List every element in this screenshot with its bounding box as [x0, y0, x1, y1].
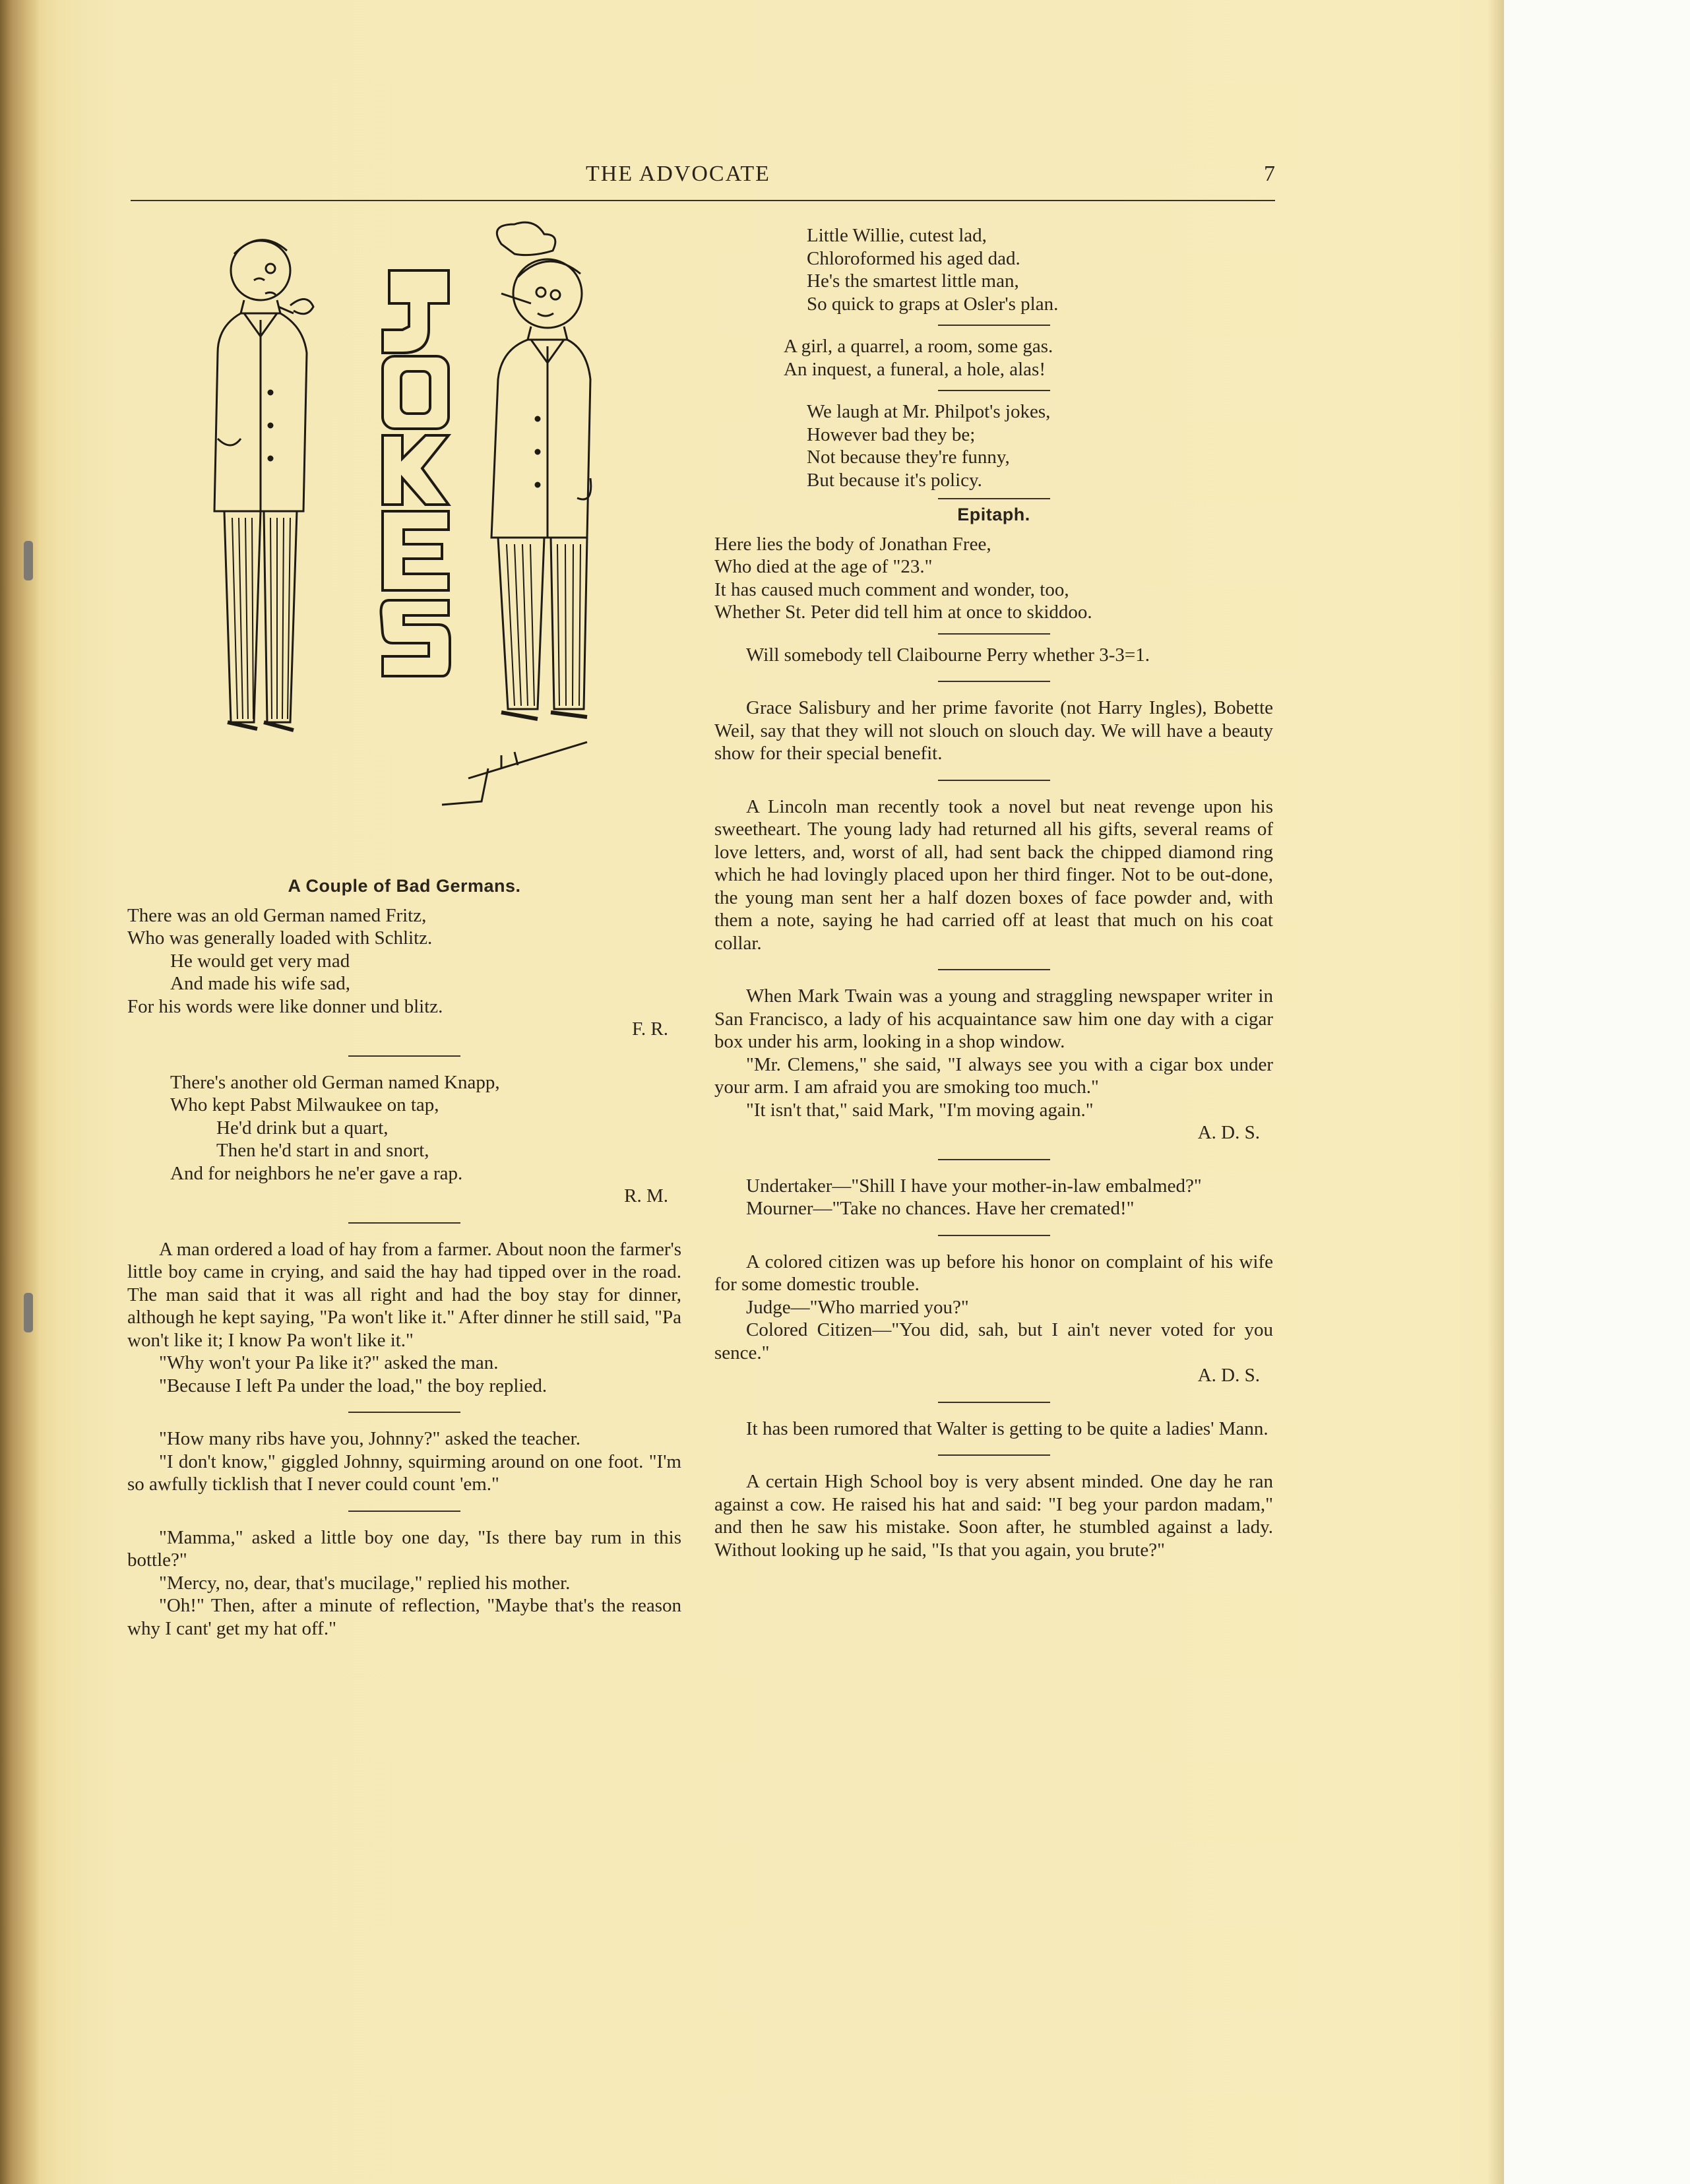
paragraph: Judge—"Who married you?" — [746, 1296, 969, 1318]
absent-minded-joke: A certain High School boy is very absent minded. One day he ran against a cow. He raised his hat and said: "I beg your pardon madam," and then he saw his mistake. Soon after, he stumbled against a lady. Without looking up he said, "Is that you again, you brute?" — [714, 1471, 1273, 1561]
separator-rule — [348, 1511, 460, 1512]
verse-line: Little Willie, cutest lad, — [807, 225, 987, 246]
ribs-joke — [127, 1427, 681, 1496]
right-man-figure — [491, 222, 591, 719]
separator-rule — [938, 325, 1050, 326]
colored-citizen-joke — [714, 1251, 1273, 1387]
willie-verse — [714, 224, 1273, 315]
scan-background — [1504, 0, 1690, 2184]
paragraph: "Oh!" Then, after a minute of reflection, "Maybe that's the reason why I cant' get my hat off." — [127, 1595, 681, 1639]
paragraph: "It isn't that," said Mark, "I'm moving again." — [746, 1099, 1094, 1121]
verse-line: Who died at the age of "23." — [714, 556, 933, 577]
lincoln-joke: A Lincoln man recently took a novel but neat revenge upon his sweetheart. The young lady had returned all his gifts, several reams of love letters, and, worst of all, had sent back the chipped diamond ring which he had lovingly placed upon her third finger. Not to be out-done, the young man sent her a half dozen boxes of face powder and, with them a note, saying he had carried off at least that much on his coat collar. — [714, 796, 1273, 954]
separator-rule — [348, 1222, 460, 1224]
verse-line: Who was generally loaded with Schlitz. — [127, 927, 433, 949]
verse-line: We laugh at Mr. Philpot's jokes, — [807, 401, 1051, 422]
separator-rule — [938, 780, 1050, 781]
verse-line: He's the smartest little man, — [807, 270, 1019, 292]
knapp-limerick — [127, 1071, 681, 1208]
author-initials: R. M. — [624, 1185, 668, 1206]
paragraph: "Why won't your Pa like it?" asked the man. — [159, 1352, 499, 1373]
paragraph: "Mr. Clemens," she said, "I always see you with a cigar box under your arm. I am afraid you are smoking too much." — [714, 1053, 1273, 1098]
verse-line: A girl, a quarrel, a room, some gas. — [784, 336, 1053, 357]
jokes-letters — [381, 270, 451, 676]
perry-joke: Will somebody tell Claibourne Perry whether 3-3=1. — [746, 644, 1150, 666]
left-column — [127, 871, 681, 1640]
staple — [24, 541, 33, 580]
verse-line: Not because they're funny, — [807, 447, 1010, 468]
separator-rule — [938, 1402, 1050, 1403]
separator-rule — [938, 498, 1050, 499]
twain-joke — [714, 985, 1273, 1144]
separator-rule — [938, 1454, 1050, 1456]
page-number: 7 — [1264, 162, 1275, 186]
right-column — [714, 224, 1273, 1561]
verse-line: There's another old German named Knapp, — [170, 1071, 500, 1093]
verse-line: However bad they be; — [807, 423, 976, 445]
verse-line: Chloroformed his aged dad. — [807, 247, 1020, 269]
undertaker-joke — [714, 1175, 1273, 1220]
fritz-limerick — [127, 904, 681, 1041]
verse-line: Whether St. Peter did tell him at once to skiddoo. — [714, 602, 1092, 623]
verse-line: Here lies the body of Jonathan Free, — [714, 533, 991, 555]
paragraph: "Because I left Pa under the load," the boy replied. — [159, 1375, 548, 1396]
staple — [24, 1293, 33, 1332]
author-initials: A. D. S. — [1197, 1365, 1260, 1386]
paragraph: Colored Citizen—"You did, sah, but I ain't never voted for you sence." — [714, 1319, 1273, 1363]
walter-joke: It has been rumored that Walter is getting to be quite a ladies' Mann. — [746, 1418, 1268, 1439]
verse-line: There was an old German named Fritz, — [127, 904, 427, 926]
paragraph: "Mamma," asked a little boy one day, "Is there bay rum in this bottle?" — [127, 1526, 681, 1571]
paragraph: A man ordered a load of hay from a farmer. About noon the farmer's little boy came in crying, and said the hay had tipped over in the road. The man said that it was all right and had the boy stay for dinner, although he kept saying, "Pa won't like it." After dinner he still said, "Pa won't like it; I know Pa won't like it." — [127, 1238, 681, 1351]
philpot-verse — [714, 400, 1273, 491]
germans-heading: A Couple of Bad Germans. — [288, 876, 521, 896]
artist-signature — [442, 742, 587, 805]
separator-rule — [938, 681, 1050, 682]
verse-line: An inquest, a funeral, a hole, alas! — [784, 358, 1046, 380]
separator-rule — [938, 1159, 1050, 1160]
epitaph-verse — [714, 533, 1273, 624]
verse-line: And made his wife sad, — [170, 973, 351, 994]
paragraph: Mourner—"Take no chances. Have her cremated!" — [746, 1198, 1135, 1219]
paragraph: A colored citizen was up before his honor on complaint of his wife for some domestic trouble. — [714, 1251, 1273, 1295]
separator-rule — [348, 1055, 460, 1057]
paragraph: "Mercy, no, dear, that's mucilage," replied his mother. — [159, 1572, 571, 1594]
verse-line: Who kept Pabst Milwaukee on tap, — [170, 1094, 439, 1115]
verse-line: For his words were like donner und blitz. — [127, 995, 443, 1017]
verse-line: But because it's policy. — [807, 469, 982, 491]
separator-rule — [938, 1235, 1050, 1236]
verse-line: He'd drink but a quart, — [216, 1117, 389, 1139]
author-initials: A. D. S. — [1197, 1122, 1260, 1143]
separator-rule — [938, 633, 1050, 635]
paragraph: "How many ribs have you, Johnny?" asked the teacher. — [159, 1428, 580, 1449]
binding-spine — [0, 0, 40, 2184]
mamma-joke — [127, 1526, 681, 1640]
verse-line: Then he'd start in and snort, — [216, 1140, 429, 1161]
author-initials: F. R. — [632, 1018, 668, 1040]
header-rule — [131, 200, 1275, 201]
hay-joke — [127, 1238, 681, 1398]
jokes-cartoon — [191, 221, 640, 834]
separator-rule — [938, 390, 1050, 391]
page-header — [131, 162, 1275, 208]
separator-rule — [348, 1412, 460, 1413]
paragraph: "I don't know," giggled Johnny, squirming around on one foot. "I'm so awfully ticklish that I never could count 'em." — [127, 1451, 681, 1495]
paragraph: Undertaker—"Shill I have your mother-in-law embalmed?" — [746, 1175, 1202, 1197]
magazine-title: THE ADVOCATE — [586, 162, 770, 186]
grace-joke: Grace Salisbury and her prime favorite (not Harry Ingles), Bobette Weil, say that they will not slouch on slouch day. We will have a beauty show for their special benefit. — [714, 697, 1273, 764]
verse-line: It has caused much comment and wonder, too, — [714, 578, 1069, 600]
left-man-figure — [214, 240, 313, 730]
verse-line: And for neighbors he ne'er gave a rap. — [170, 1162, 463, 1184]
verse-line: So quick to graps at Osler's plan. — [807, 293, 1059, 315]
separator-rule — [938, 969, 1050, 970]
verse-line: He would get very mad — [170, 950, 350, 972]
paragraph: When Mark Twain was a young and straggling newspaper writer in San Francisco, a lady of his acquaintance saw him one day with a cigar box under his arm, looking in a shop window. — [714, 985, 1273, 1052]
girl-verse — [714, 335, 1273, 381]
epitaph-heading: Epitaph. — [957, 505, 1030, 524]
